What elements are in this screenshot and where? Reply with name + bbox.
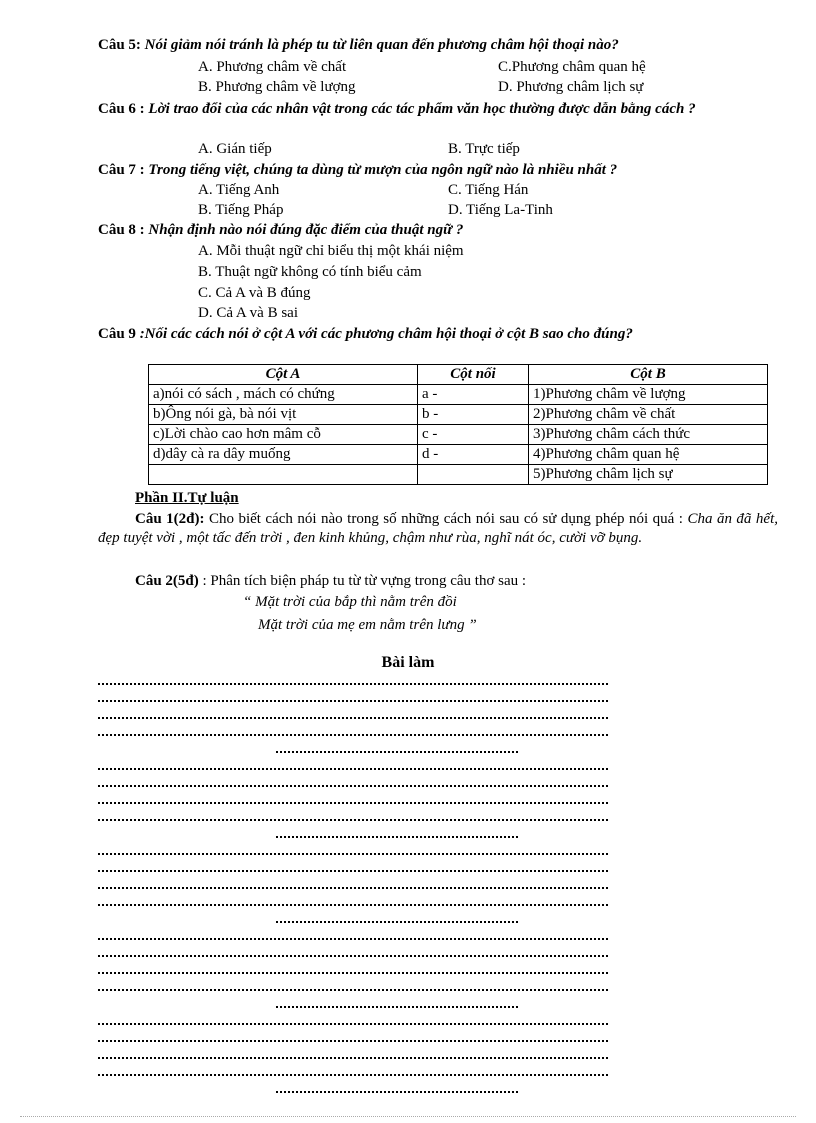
column-a-header: Cột A — [149, 365, 418, 385]
cell-b: 5)Phương châm lịch sự — [529, 465, 768, 485]
option-a: A. Mỗi thuật ngữ chỉ biểu thị một khái niệm — [198, 243, 464, 259]
answer-line — [276, 921, 518, 923]
question-8 — [98, 221, 778, 239]
answer-line — [98, 887, 608, 889]
question-number: Câu 9 — [98, 326, 136, 342]
cell-connect: c - — [418, 425, 529, 445]
question-label: Câu 1(2đ): — [135, 511, 205, 527]
answer-line — [98, 1074, 608, 1076]
answer-line — [98, 1040, 608, 1042]
answer-line — [98, 989, 608, 991]
table-header-row — [149, 365, 768, 385]
question-text: Trong tiếng việt, chúng ta dùng từ mượn của ngôn ngữ nào là nhiều nhất ? — [148, 162, 618, 178]
question-number: Câu 8 : — [98, 222, 145, 238]
option-b: B. Thuật ngữ không có tính biểu cảm — [198, 264, 422, 280]
column-b-header: Cột B — [529, 365, 768, 385]
question-5 — [98, 36, 778, 54]
question-number: Câu 6 : — [98, 101, 145, 117]
answer-line — [276, 836, 518, 838]
cell-a — [149, 465, 418, 485]
answer-line — [98, 785, 608, 787]
cell-a: d)dây cà ra dây muống — [149, 445, 418, 465]
answer-line — [98, 938, 608, 940]
option-b: B. Tiếng Pháp — [198, 202, 284, 218]
question-text: Cho biết cách nói nào trong số những cách nói sau có sử dụng phép nói quá : — [208, 511, 683, 527]
answer-line — [98, 819, 608, 821]
poem-line-2: Mặt trời của mẹ em nằm trên lưng ” — [258, 617, 477, 633]
answer-line — [98, 683, 608, 685]
question-number: Câu 7 : — [98, 162, 145, 178]
question-examples: Cha ăn đã hết, đẹp tuyệt vời , một tấc đến trời , đen kinh khủng, chậm như rùa, nghĩ nát óc, cười vỡ bụng. — [98, 511, 778, 546]
answer-title: Bài làm — [381, 654, 435, 671]
table-row — [149, 385, 768, 405]
question-text: Nhận định nào nói đúng đặc điểm của thuật ngữ ? — [148, 222, 464, 238]
table-row — [149, 465, 768, 485]
question-7 — [98, 161, 778, 179]
option-c: C. Tiếng Hán — [448, 182, 529, 198]
cell-b: 1)Phương châm về lượng — [529, 385, 768, 405]
option-a: A. Phương châm về chất — [198, 59, 347, 75]
option-d: D. Phương châm lịch sự — [498, 79, 644, 95]
answer-line — [98, 972, 608, 974]
answer-line — [276, 1006, 518, 1008]
cell-b: 2)Phương châm về chất — [529, 405, 768, 425]
poem-line-1: “ Mặt trời của bắp thì nằm trên đồi — [243, 594, 457, 610]
cell-connect: d - — [418, 445, 529, 465]
question-number: Câu 5: — [98, 37, 141, 53]
answer-line — [98, 734, 608, 736]
cell-connect — [418, 465, 529, 485]
cell-a: c)Lời chào cao hơn mâm cỗ — [149, 425, 418, 445]
cell-b: 3)Phương châm cách thức — [529, 425, 768, 445]
question-text: :Nối các cách nói ở cột A với các phương châm hội thoại ở cột B sao cho đúng? — [139, 326, 633, 342]
cell-connect: a - — [418, 385, 529, 405]
question-9 — [98, 325, 778, 343]
cell-b: 4)Phương châm quan hệ — [529, 445, 768, 465]
answer-line — [98, 1023, 608, 1025]
cell-connect: b - — [418, 405, 529, 425]
answer-line — [98, 853, 608, 855]
page-footer-divider — [20, 1116, 796, 1117]
question-text: Lời trao đổi của các nhân vật trong các tác phẩm văn học thường được dẫn bằng cách ? — [148, 101, 696, 117]
question-6 — [98, 100, 778, 118]
answer-line — [98, 717, 608, 719]
option-d: D. Tiếng La-Tinh — [448, 202, 553, 218]
section-title: Phần II.Tự luận — [135, 490, 239, 506]
cell-a: b)Ông nói gà, bà nói vịt — [149, 405, 418, 425]
option-b: B. Phương châm về lượng — [198, 79, 356, 95]
answer-line — [98, 700, 608, 702]
option-d: D. Cả A và B sai — [198, 305, 298, 321]
question-text: Nói giảm nói tránh là phép tu từ liên quan đến phương châm hội thoại nào? — [144, 37, 619, 53]
answer-line — [98, 955, 608, 957]
option-a: A. Gián tiếp — [198, 141, 272, 157]
answer-line — [276, 751, 518, 753]
option-b: B. Trực tiếp — [448, 141, 520, 157]
answer-line — [98, 1057, 608, 1059]
question-text: : Phân tích biện pháp tu từ từ vựng trong câu thơ sau : — [202, 573, 527, 589]
cell-a: a)nói có sách , mách có chứng — [149, 385, 418, 405]
table-row — [149, 445, 768, 465]
answer-line — [98, 870, 608, 872]
option-c: C. Cả A và B đúng — [198, 285, 311, 301]
answer-line — [276, 1091, 518, 1093]
table-row — [149, 425, 768, 445]
option-c: C.Phương châm quan hệ — [498, 59, 646, 75]
table-row — [149, 405, 768, 425]
essay-question-2 — [135, 572, 775, 591]
essay-question-1 — [98, 510, 778, 548]
matching-table — [148, 364, 768, 485]
answer-line — [98, 802, 608, 804]
answer-line — [98, 768, 608, 770]
answer-line — [98, 904, 608, 906]
question-label: Câu 2(5đ) — [135, 573, 199, 589]
column-connect-header: Cột nối — [418, 365, 529, 385]
option-a: A. Tiếng Anh — [198, 182, 280, 198]
